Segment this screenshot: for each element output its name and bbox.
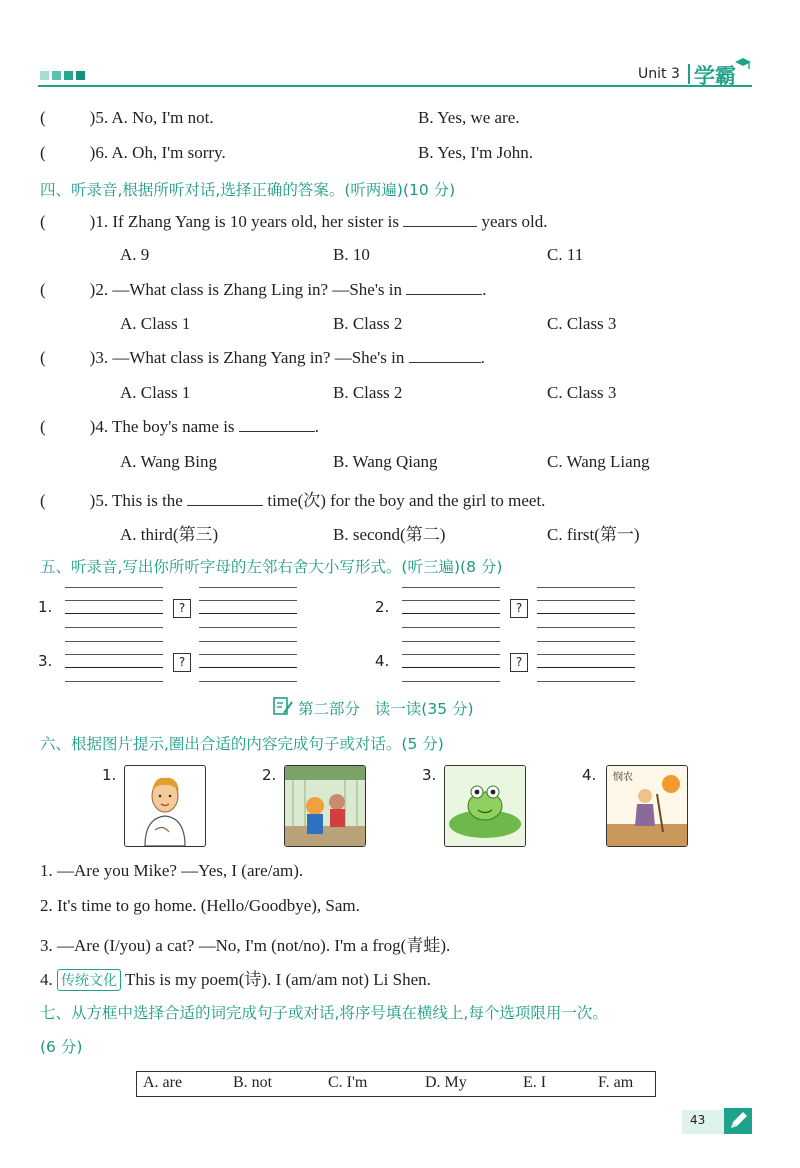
s4-q3-a: A. Class 1 [120,383,191,402]
s4-q2 [40,280,487,300]
writing-line [402,627,500,628]
hidden-letter-box: ? [173,653,191,672]
picture-boy [124,765,206,847]
writing-line [537,641,635,642]
s6-sentence-2: 2. It's time to go home. (Hello/Goodbye), Sam. [40,896,360,915]
writing-baseline[interactable] [402,667,500,668]
writing-line [402,587,500,588]
writing-line [65,600,163,601]
header-square-2 [52,71,61,80]
writing-line [65,587,163,588]
writing-line [402,681,500,682]
writing-line [199,600,297,601]
graduation-cap-icon [734,56,752,70]
s4-q4-c: C. Wang Liang [547,452,650,471]
writing-line [65,627,163,628]
s4-q3-post: . [480,348,485,367]
brand-logo: 学霸 [694,64,736,88]
cats-illustration [285,766,365,846]
s3-q5-b: B. Yes, we are. [418,108,520,127]
s3-q6-num: )6. [89,143,109,162]
s4-q2-text: )2. —What class is Zhang Ling in? —She's in [89,280,402,299]
header-square-4 [76,71,85,80]
writing-baseline[interactable] [537,667,635,668]
s4-q3-paren: ( [40,348,46,367]
answer-blank[interactable] [187,491,263,506]
unit-label: Unit 3 [638,66,680,82]
option-a: A. are [143,1074,183,1091]
writing-line [537,627,635,628]
pic-label-2: 2. [262,766,277,784]
pic4-caption: 悯农 [613,772,633,783]
s4-q1 [40,212,548,232]
s5-label-1: 1. [38,598,53,616]
s4-q5 [40,486,545,511]
picture-cats [284,765,366,847]
s6-sentence-4 [40,965,431,991]
page-number: 43 [690,1113,706,1127]
writing-baseline[interactable] [65,613,163,614]
s4-q3-b: B. Class 2 [333,383,403,402]
pencil-note-icon [272,696,294,716]
pencil-icon [724,1108,752,1134]
boy-illustration [125,766,205,846]
writing-line [402,654,500,655]
answer-blank[interactable] [403,212,477,227]
writing-line [199,641,297,642]
s4-q1-post: years old. [481,212,548,231]
option-d: D. My [425,1074,467,1091]
section5-title: 五、听录音,写出你所听字母的左邻右舍大小写形式。(听三遍)(8 分) [40,558,503,576]
header-square-3 [64,71,73,80]
writing-line [537,654,635,655]
writing-baseline[interactable] [199,613,297,614]
s6-sentence-3: 3. —Are (I/you) a cat? —No, I'm (not/no). I'm a frog(青蛙). [40,936,451,955]
s4-q5-c: C. first(第一) [547,525,640,544]
word-options-box [136,1071,656,1097]
s3-q5-num: )5. [89,108,109,127]
s4-q5-a: A. third(第三) [120,525,219,544]
s3-q6-b: B. Yes, I'm John. [418,143,534,162]
s6-sentence-4-num: 4. [40,970,53,989]
s4-q2-paren: ( [40,280,46,299]
s3-q5-a: A. No, I'm not. [111,108,214,127]
s4-q1-c: C. 11 [547,245,584,264]
writing-line [65,641,163,642]
s4-q4 [40,417,319,437]
writing-line [402,600,500,601]
hidden-letter-box: ? [173,599,191,618]
writing-line [199,587,297,588]
s4-q3 [40,348,485,368]
writing-baseline[interactable] [402,613,500,614]
writing-baseline[interactable] [199,667,297,668]
option-c: C. I'm [328,1074,368,1091]
s4-q4-post: . [314,417,320,436]
part2-title: 第二部分 读一读(35 分) [298,700,474,718]
writing-line [65,654,163,655]
writing-baseline[interactable] [65,667,163,668]
s4-q4-a: A. Wang Bing [120,452,218,471]
writing-baseline[interactable] [537,613,635,614]
pic-label-3: 3. [422,766,437,784]
s4-q1-text: )1. If Zhang Yang is 10 years old, her sister is [89,212,399,231]
section7-title: 七、从方框中选择合适的词完成句子或对话,将序号填在横线上,每个选项限用一次。 [40,1004,608,1022]
writing-line [537,681,635,682]
s3-q6: ( )6. A. Oh, I'm sorry. [40,143,226,162]
writing-line [537,600,635,601]
s4-q3-c: C. Class 3 [547,383,617,402]
s4-q2-post: . [482,280,487,299]
answer-blank[interactable] [406,280,482,295]
s4-q1-b: B. 10 [333,245,370,264]
s5-label-4: 4. [375,652,390,670]
s4-q5-post: time(次) for the boy and the girl to meet. [267,491,546,510]
writing-line [402,641,500,642]
s4-q3-text: )3. —What class is Zhang Yang in? —She's in [89,348,405,367]
s4-q2-b: B. Class 2 [333,314,403,333]
header-square-1 [40,71,49,80]
section7-score: (6 分) [40,1038,83,1056]
s4-q5-b: B. second(第二) [333,525,446,544]
option-e: E. I [523,1074,547,1091]
s4-q5-paren: ( [40,491,46,510]
s4-q4-text: )4. The boy's name is [89,417,235,436]
picture-frog [444,765,526,847]
s3-q5: ( )5. A. No, I'm not. [40,108,214,127]
writing-line [199,627,297,628]
header-rule [38,85,752,87]
answer-blank[interactable] [239,417,315,432]
s4-q1-paren: ( [40,212,46,231]
s5-label-3: 3. [38,652,53,670]
option-b: B. not [233,1074,273,1091]
s4-q1-a: A. 9 [120,245,150,264]
s4-q2-a: A. Class 1 [120,314,191,333]
section6-title: 六、根据图片提示,圈出合适的内容完成句子或对话。(5 分) [40,735,444,753]
writing-line [65,681,163,682]
s3-q6-a: A. Oh, I'm sorry. [111,143,226,162]
s6-sentence-4-text: This is my poem(诗). I (am/am not) Li Shen. [124,970,431,989]
frog-illustration [445,766,525,846]
header-divider [688,64,690,84]
culture-tag: 传统文化 [57,969,121,991]
s4-q4-b: B. Wang Qiang [333,452,438,471]
writing-line [537,587,635,588]
s4-q2-c: C. Class 3 [547,314,617,333]
pic-label-4: 4. [582,766,597,784]
writing-line [199,654,297,655]
s5-label-2: 2. [375,598,390,616]
picture-farmer [606,765,688,847]
option-f: F. am [598,1074,634,1091]
s6-sentence-1: 1. —Are you Mike? —Yes, I (are/am). [40,861,304,880]
s4-q4-paren: ( [40,417,46,436]
s4-q5-text: )5. This is the [89,491,183,510]
section4-title: 四、听录音,根据所听对话,选择正确的答案。(听两遍)(10 分) [40,181,456,199]
pic-label-1: 1. [102,766,117,784]
answer-blank[interactable] [409,348,481,363]
writing-line [199,681,297,682]
hidden-letter-box: ? [510,653,528,672]
hidden-letter-box: ? [510,599,528,618]
